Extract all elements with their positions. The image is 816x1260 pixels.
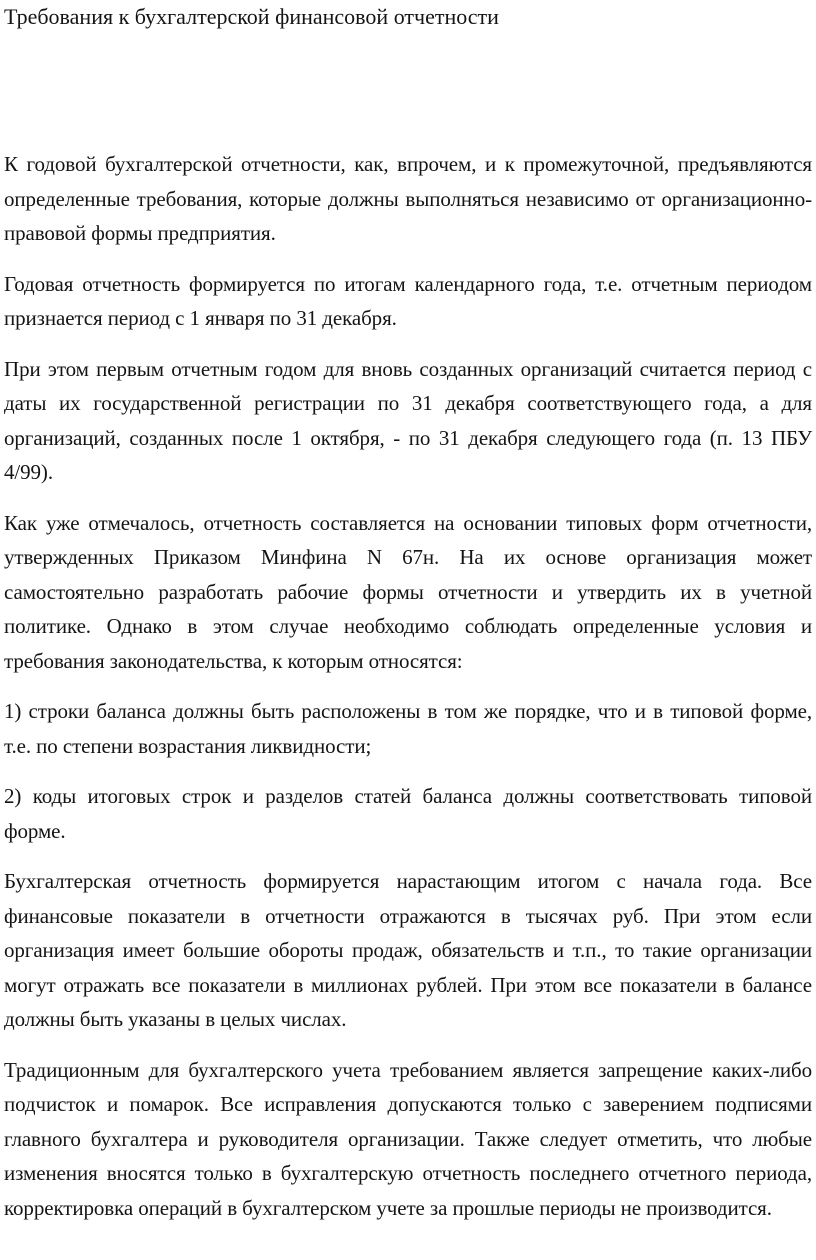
paragraph-first-reporting-year: При этом первым отчетным годом для вновь созданных организаций считается период с даты их государственной регистрации по 31 декабря соответствующего года, а для организаций, созданных после 1 октября, - по 31 декабря следующего года (п. 13 ПБУ 4/99). (4, 356, 812, 484)
paragraph-reporting-period: Годовая отчетность формируется по итогам календарного года, т.е. отчетным периодом признается период с 1 января по 31 декабря. (4, 271, 812, 330)
paragraph-annual-reporting-requirements: К годовой бухгалтерской отчетности, как, впрочем, и к промежуточной, предъявляются определенные требования, которые должны выполняться независимо от организационно-правовой формы предприятия. (4, 152, 812, 245)
paragraph-cumulative-totals: Бухгалтерская отчетность формируется нарастающим итогом с начала года. Все финансовые показатели в отчетности отражаются в тысячах руб. При этом если организация имеет большие обороты продаж, обязательств и т.п., то такие организации могут отражать все показатели в миллионах рублей. При этом все показатели в балансе должны быть указаны в целых числах. (4, 869, 812, 1031)
paragraph-standard-forms: Как уже отмечалось, отчетность составляется на основании типовых форм отчетности, утвержденных Приказом Минфина N 67н. На их основе организация может самостоятельно разработать рабочие формы отчетности и утвердить их в учетной политике. Однако в этом случае необходимо соблюдать определенные условия и требования законодательства, к которым относятся: (4, 510, 812, 673)
paragraph-corrections: Традиционным для бухгалтерского учета требованием является запрещение каких-либо подчисток и помарок. Все исправления допускаются только с заверением подписями главного бухгалтера и руководителя организации. Также следует отметить, что любые изменения вносятся только в бухгалтерскую отчетность последнего отчетного периода, корректировка операций в бухгалтерском учете за прошлые периоды не производится. (4, 1057, 812, 1220)
document-body (4, 147, 812, 1241)
paragraph-condition-2: 2) коды итоговых строк и разделов статей баланса должны соответствовать типовой форме. (4, 784, 812, 843)
document-title: Требования к бухгалтерской финансовой отчетности (4, 4, 499, 29)
paragraph-condition-1: 1) строки баланса должны быть расположены в том же порядке, что и в типовой форме, т.е. по степени возрастания ликвидности; (4, 699, 812, 758)
